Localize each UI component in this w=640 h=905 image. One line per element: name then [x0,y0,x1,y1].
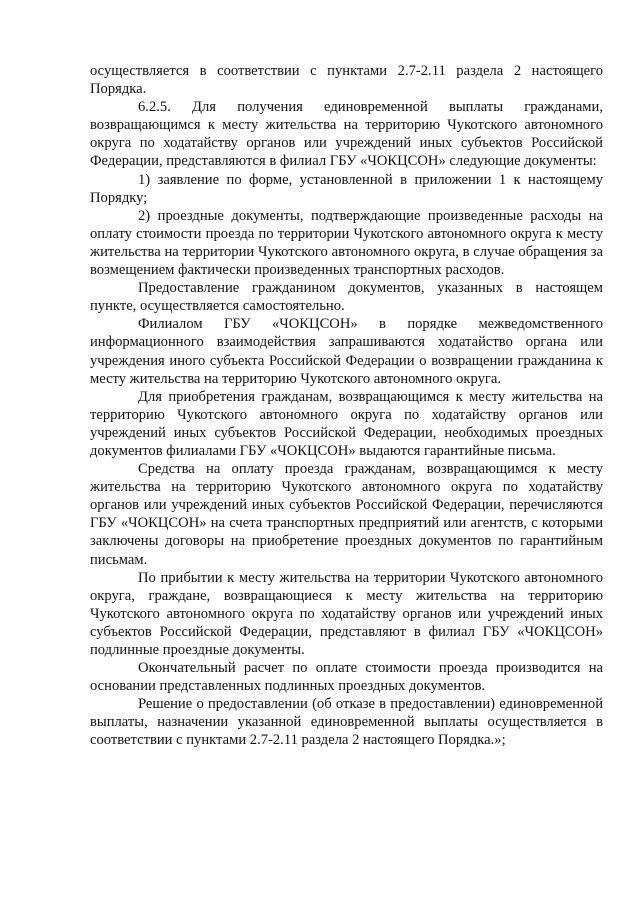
paragraph-guarantee-letters: Для приобретения гражданам, возвращающимся к месту жительства на территорию Чукотского автономного округа по ходатайству органов или учреждений иных субъектов Российской Федерации, необходимых проездных документов филиалами ГБУ «ЧОКЦСОН» выдаются гарантийные письма. [90,388,603,459]
paragraph-self-submission: Предоставление гражданином документов, указанных в настоящем пункте, осуществляется самостоятельно. [90,280,603,315]
paragraph-continuation: осуществляется в соответствии с пунктами 2.7-2.11 раздела 2 настоящего Порядка. [90,63,603,98]
paragraph-clause-6-2-5: 6.2.5. Для получения единовременной выплаты гражданами, возвращающимся к месту жительства на территорию Чукотского автономного округа по ходатайству органов или учреждений иных субъектов Российской Федерации, представляются в филиал ГБУ «ЧОКЦСОН» следующие документы: [90,99,603,170]
paragraph-funds-transfer: Средства на оплату проезда гражданам, возвращающимся к месту жительства на территорию Чукотского автономного округа по ходатайству органов или учреждений иных субъектов Российской Федерации, перечисляются ГБУ «ЧОКЦСОН» на счета транспортных предприятий или агентств, с которыми заключены договоры на приобретение проездных документов по гарантийным письмам. [90,461,603,568]
paragraph-interagency-request: Филиалом ГБУ «ЧОКЦСОН» в порядке межведомственного информационного взаимодействия запрашиваются ходатайство органа или учреждения иного субъекта Российской Федерации о возвращении гражданина к месту жительства на территорию Чукотского автономного округа. [90,316,603,387]
paragraph-decision: Решение о предоставлении (об отказе в предоставлении) единовременной выплаты, назначении указанной единовременной выплаты осуществляется в соответствии с пунктами 2.7-2.11 раздела 2 настоящего Порядка.»; [90,696,603,749]
document-body [90,62,603,750]
paragraph-final-settlement: Окончательный расчет по оплате стоимости проезда производится на основании представленных подлинных проездных документов. [90,660,603,695]
paragraph-item-2-travel-documents: 2) проездные документы, подтверждающие произведенные расходы на оплату стоимости проезда по территории Чукотского автономного округа к месту жительства на территории Чукотского автономного округа, в случае обращения за возмещением фактически произведенных транспортных расходов. [90,207,603,279]
paragraph-item-1-application: 1) заявление по форме, установленной в приложении 1 к настоящему Порядку; [90,171,603,206]
paragraph-on-arrival: По прибытии к месту жительства на территории Чукотского автономного округа, граждане, возвращающиеся к месту жительства на территорию Чукотского автономного округа по ходатайству органов или учреждений иных субъектов Российской Федерации, представляют в филиал ГБУ «ЧОКЦСОН» подлинные проездные документы. [90,569,603,658]
